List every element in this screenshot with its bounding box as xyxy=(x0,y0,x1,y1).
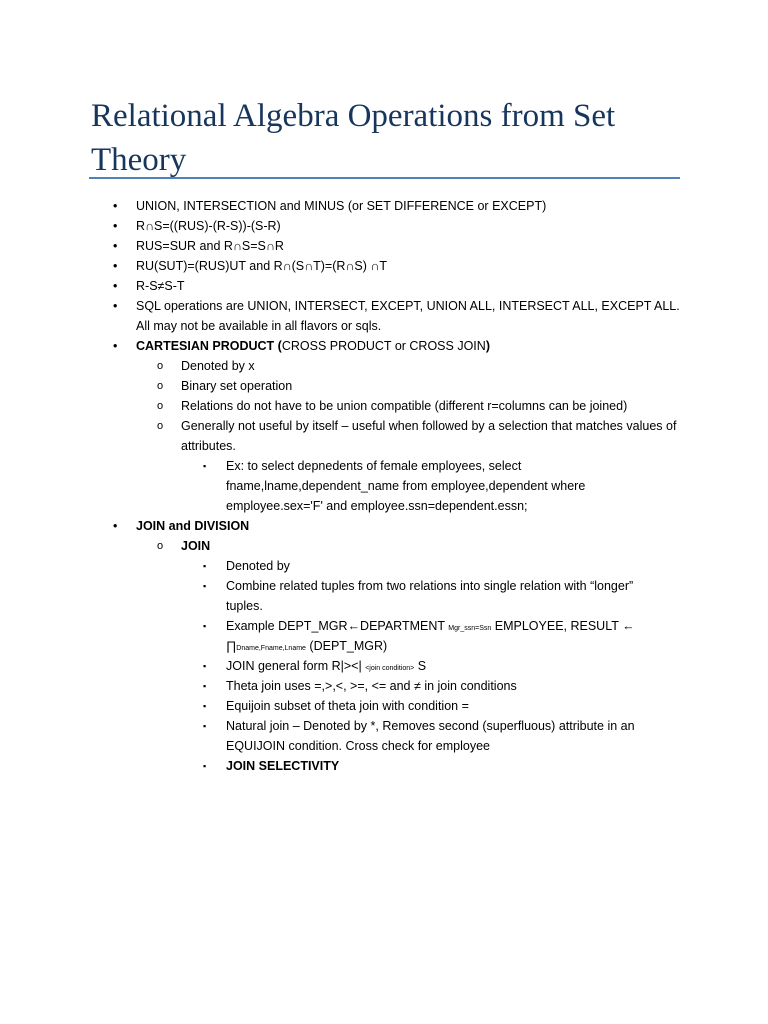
page-title: Relational Algebra Operations from Set Theory xyxy=(91,98,616,178)
list-item xyxy=(0,336,680,356)
list-item-text: (DEPT_MGR) xyxy=(305,639,388,653)
bullet-marker: ▪ xyxy=(203,561,207,571)
list-item-text: UNION, INTERSECTION and MINUS (or SET DIFFERENCE or EXCEPT) xyxy=(136,199,547,213)
bullet-marker: • xyxy=(113,339,118,353)
bullet-marker: • xyxy=(113,279,118,293)
bullet-marker: • xyxy=(113,299,118,313)
list-item-text: Binary set operation xyxy=(181,379,293,393)
list-item-text: JOIN general form R|><| xyxy=(226,659,366,673)
list-item-text: SQL operations are UNION, INTERSECT, EXCEPT, UNION ALL, INTERSECT ALL, EXCEPT ALL. All may not be available in all flavors or sqls. xyxy=(136,299,680,333)
list-item-text: Denoted by x xyxy=(181,359,255,373)
list-item-text: Denoted by xyxy=(226,559,290,573)
list-item xyxy=(0,296,680,336)
list-item-text: RUS=SUR and R∩S=S∩R xyxy=(136,239,284,253)
list-item xyxy=(0,616,656,656)
list-item xyxy=(0,756,656,776)
list-item xyxy=(0,376,681,396)
list-item-text: Relations do not have to be union compatible (different r=columns can be joined) xyxy=(181,399,628,413)
bullet-marker: • xyxy=(113,259,118,273)
bullet-marker: • xyxy=(113,239,118,253)
bullet-list xyxy=(0,196,768,776)
list-item-text: JOIN SELECTIVITY xyxy=(226,759,340,773)
bullet-marker: o xyxy=(157,420,164,432)
list-item-text: Example DEPT_MGR←DEPARTMENT xyxy=(226,619,445,633)
bullet-marker: ▪ xyxy=(203,581,207,591)
list-item xyxy=(0,656,656,676)
bullet-marker: • xyxy=(113,219,118,233)
subscript: Mgr_ssn=Ssn xyxy=(448,625,492,632)
bullet-marker: ▪ xyxy=(203,761,207,771)
list-item xyxy=(0,396,681,416)
bullet-marker: ▪ xyxy=(203,621,207,631)
list-item-text: Combine related tuples from two relations into single relation with “longer” tuples. xyxy=(226,579,634,613)
bullet-marker: o xyxy=(157,400,164,412)
list-item xyxy=(0,716,656,756)
list-item xyxy=(0,196,680,216)
list-item-text: R∩S=((RUS)-(R-S))-(S-R) xyxy=(136,219,281,233)
list-item-text: Natural join – Denoted by *, Removes second (superfluous) attribute in an EQUIJOIN condition. Cross check for employee xyxy=(226,719,635,753)
list-item xyxy=(0,416,681,456)
list-item xyxy=(0,696,656,716)
pi-symbol: ∏ xyxy=(226,639,237,653)
list-item-text: R-S≠S-T xyxy=(136,279,185,293)
list-item xyxy=(0,456,656,516)
bullet-marker: • xyxy=(113,519,118,533)
list-item-text: Equijoin subset of theta join with condition = xyxy=(226,699,469,713)
list-item xyxy=(0,536,681,556)
list-item xyxy=(0,256,680,276)
list-item-text: ) xyxy=(485,339,490,353)
list-item-text: S xyxy=(414,659,427,673)
list-item-text: CROSS PRODUCT or CROSS JOIN xyxy=(281,339,486,353)
bullet-marker: o xyxy=(157,380,164,392)
list-item xyxy=(0,236,680,256)
list-item-text: Ex: to select depnedents of female employees, select fname,lname,dependent_name from employee,dependent where employee.sex='F' and employee.ssn=dependent.essn; xyxy=(226,459,586,513)
bullet-marker: ▪ xyxy=(203,461,207,471)
list-item-text: Theta join uses =,>,<, >=, <= and ≠ in join conditions xyxy=(226,679,517,693)
list-item xyxy=(0,516,680,536)
title-underline xyxy=(89,177,680,179)
bullet-marker: ▪ xyxy=(203,681,207,691)
list-item-text: RU(SUT)=(RUS)UT and R∩(S∩T)=(R∩S) ∩T xyxy=(136,259,387,273)
list-item xyxy=(0,356,681,376)
bullet-marker: ▪ xyxy=(203,701,207,711)
list-item-text: CARTESIAN PRODUCT ( xyxy=(136,339,282,353)
bullet-marker: o xyxy=(157,360,164,372)
bullet-marker: • xyxy=(113,199,118,213)
list-item xyxy=(0,556,656,576)
list-item xyxy=(0,576,656,616)
subscript: <join condition> xyxy=(365,665,415,672)
bullet-marker: ▪ xyxy=(203,721,207,731)
list-item-text: JOIN xyxy=(181,539,211,553)
subscript: Dname,Fname,Lname xyxy=(236,645,306,652)
list-item xyxy=(0,676,656,696)
list-item xyxy=(0,276,680,296)
list-item xyxy=(0,216,680,236)
list-item-text: JOIN and DIVISION xyxy=(136,519,250,533)
bullet-marker: ▪ xyxy=(203,661,207,671)
list-item-text: Generally not useful by itself – useful when followed by a selection that matches values of attributes. xyxy=(181,419,677,453)
bullet-marker: o xyxy=(157,540,164,552)
list-item-text: EMPLOYEE, RESULT ← xyxy=(491,619,635,633)
